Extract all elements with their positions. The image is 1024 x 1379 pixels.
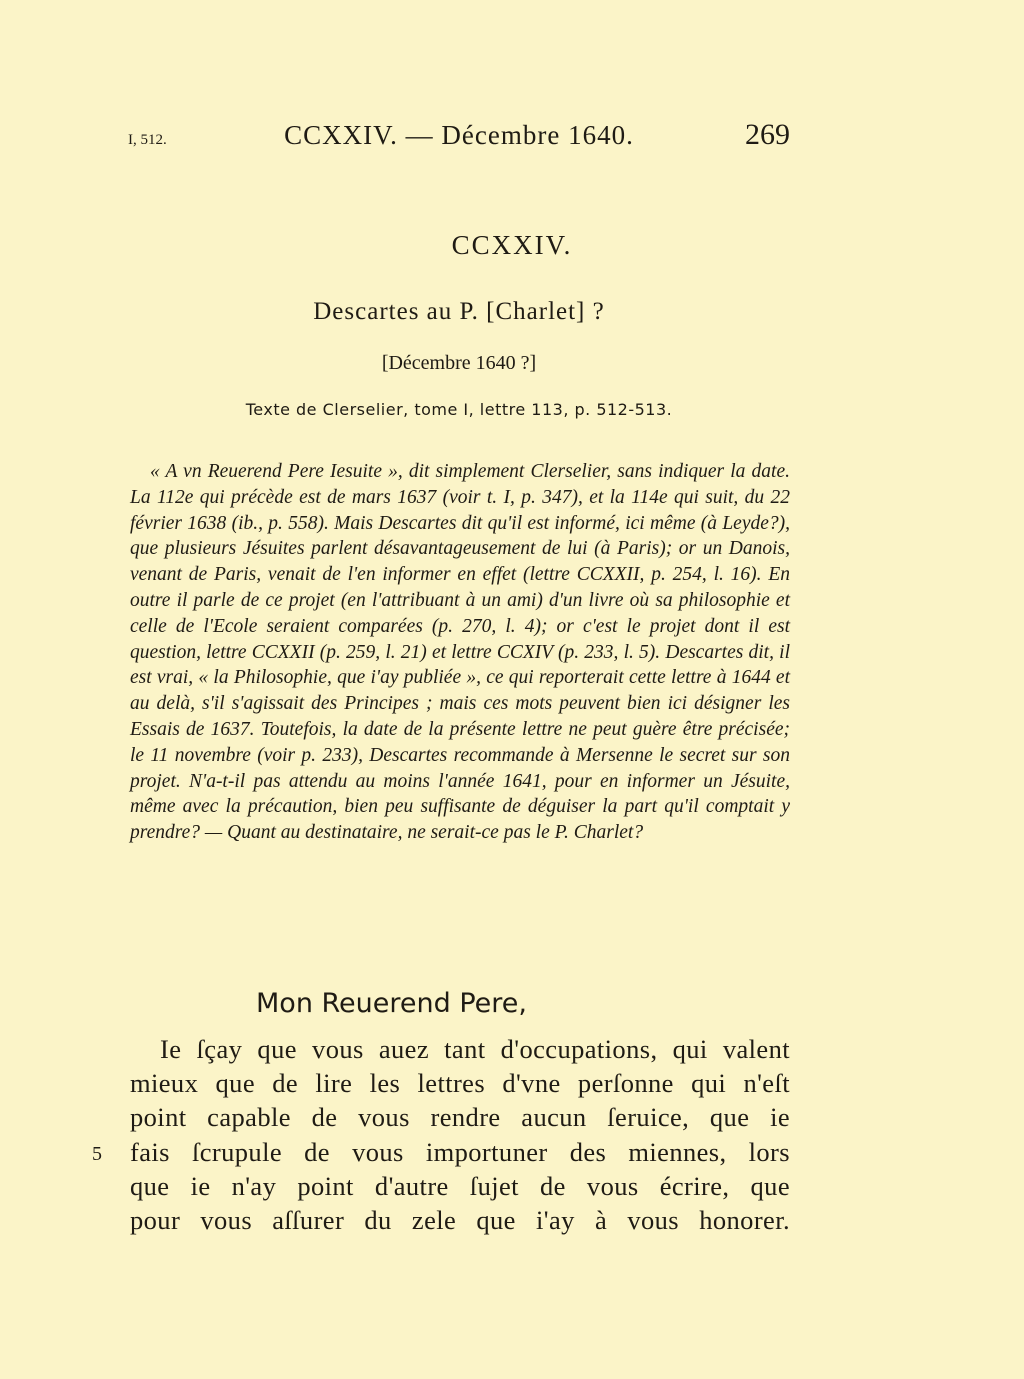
body-line: que ie n'ay point d'autre ſujet de vous écrire, que	[130, 1170, 790, 1201]
letter-source: Texte de Clerselier, tome I, lettre 113, p. 512-513.	[245, 400, 673, 419]
letter-body	[130, 1032, 790, 1237]
body-line: pour vous aſſurer du zele que i'ay à vous honorer.	[130, 1205, 790, 1236]
running-head	[128, 118, 790, 158]
body-line: mieux que de lire les lettres d'vne perſonne qui n'eſt	[130, 1068, 790, 1099]
letter-number: CCXXIV.	[451, 230, 573, 260]
page-number: 269	[745, 118, 790, 151]
body-line: fais ſcrupule de vous importuner des miennes, lors	[130, 1136, 790, 1167]
editorial-note	[130, 459, 790, 846]
body-line: point capable de vous rendre aucun ſeruice, que ie	[130, 1102, 790, 1133]
line-number: 5	[92, 1143, 102, 1165]
editorial-note-text: « A vn Reuerend Pere Iesuite », dit simplement Clerselier, sans indiquer la date. La 112e qui précède est de mars 1637 (voir t. I, p. 347), et la 114e qui suit, du 22 février 1638 (ib., p. 558). Mais Descartes dit qu'il est informé, ici même (à Leyde?), que plusieurs Jésuites parlent désavantageusement de lui (à Paris); or un Danois, venant de Paris, venait de l'en informer en effet (lettre CCXXII, p. 254, l. 16). En outre il parle de ce projet (en l'attribuant à un ami) d'un livre où sa philosophie et celle de l'Ecole seraient comparées (p. 270, l. 4); or c'est le projet dont il est question, lettre CCXXII (p. 259, l. 21) et lettre CCXIV (p. 233, l. 5). Descartes dit, il est vrai, « la Philosophie, que i'ay publiée », ce qui reporterait cette lettre à 1644 et au delà, s'il s'agissait des Principes ; mais ces mots peuvent bien ici désigner les Essais de 1637. Toutefois, la date de la présente lettre ne peut guère être précisée; le 11 novembre (voir p. 233), Descartes recommande à Mersenne le secret sur son projet. N'a-t-il pas attendu au moins l'année 1641, pour en informer un Jésuite, même avec la précaution, bien peu suffisante de déguiser la part qu'il comptait y prendre? — Quant au destinataire, ne serait-ce pas le P. Charlet?	[130, 461, 790, 844]
running-title: CCXXIV. — Décembre 1640.	[284, 120, 634, 150]
salutation: Mon Reuerend Pere,	[256, 988, 527, 1019]
letter-heading: Descartes au P. [Charlet] ?	[313, 298, 605, 325]
body-line: Ie ſçay que vous auez tant d'occupations, qui valent	[160, 1034, 790, 1064]
source-page-reference: I, 512.	[128, 132, 167, 148]
letter-date: [Décembre 1640 ?]	[381, 352, 537, 374]
